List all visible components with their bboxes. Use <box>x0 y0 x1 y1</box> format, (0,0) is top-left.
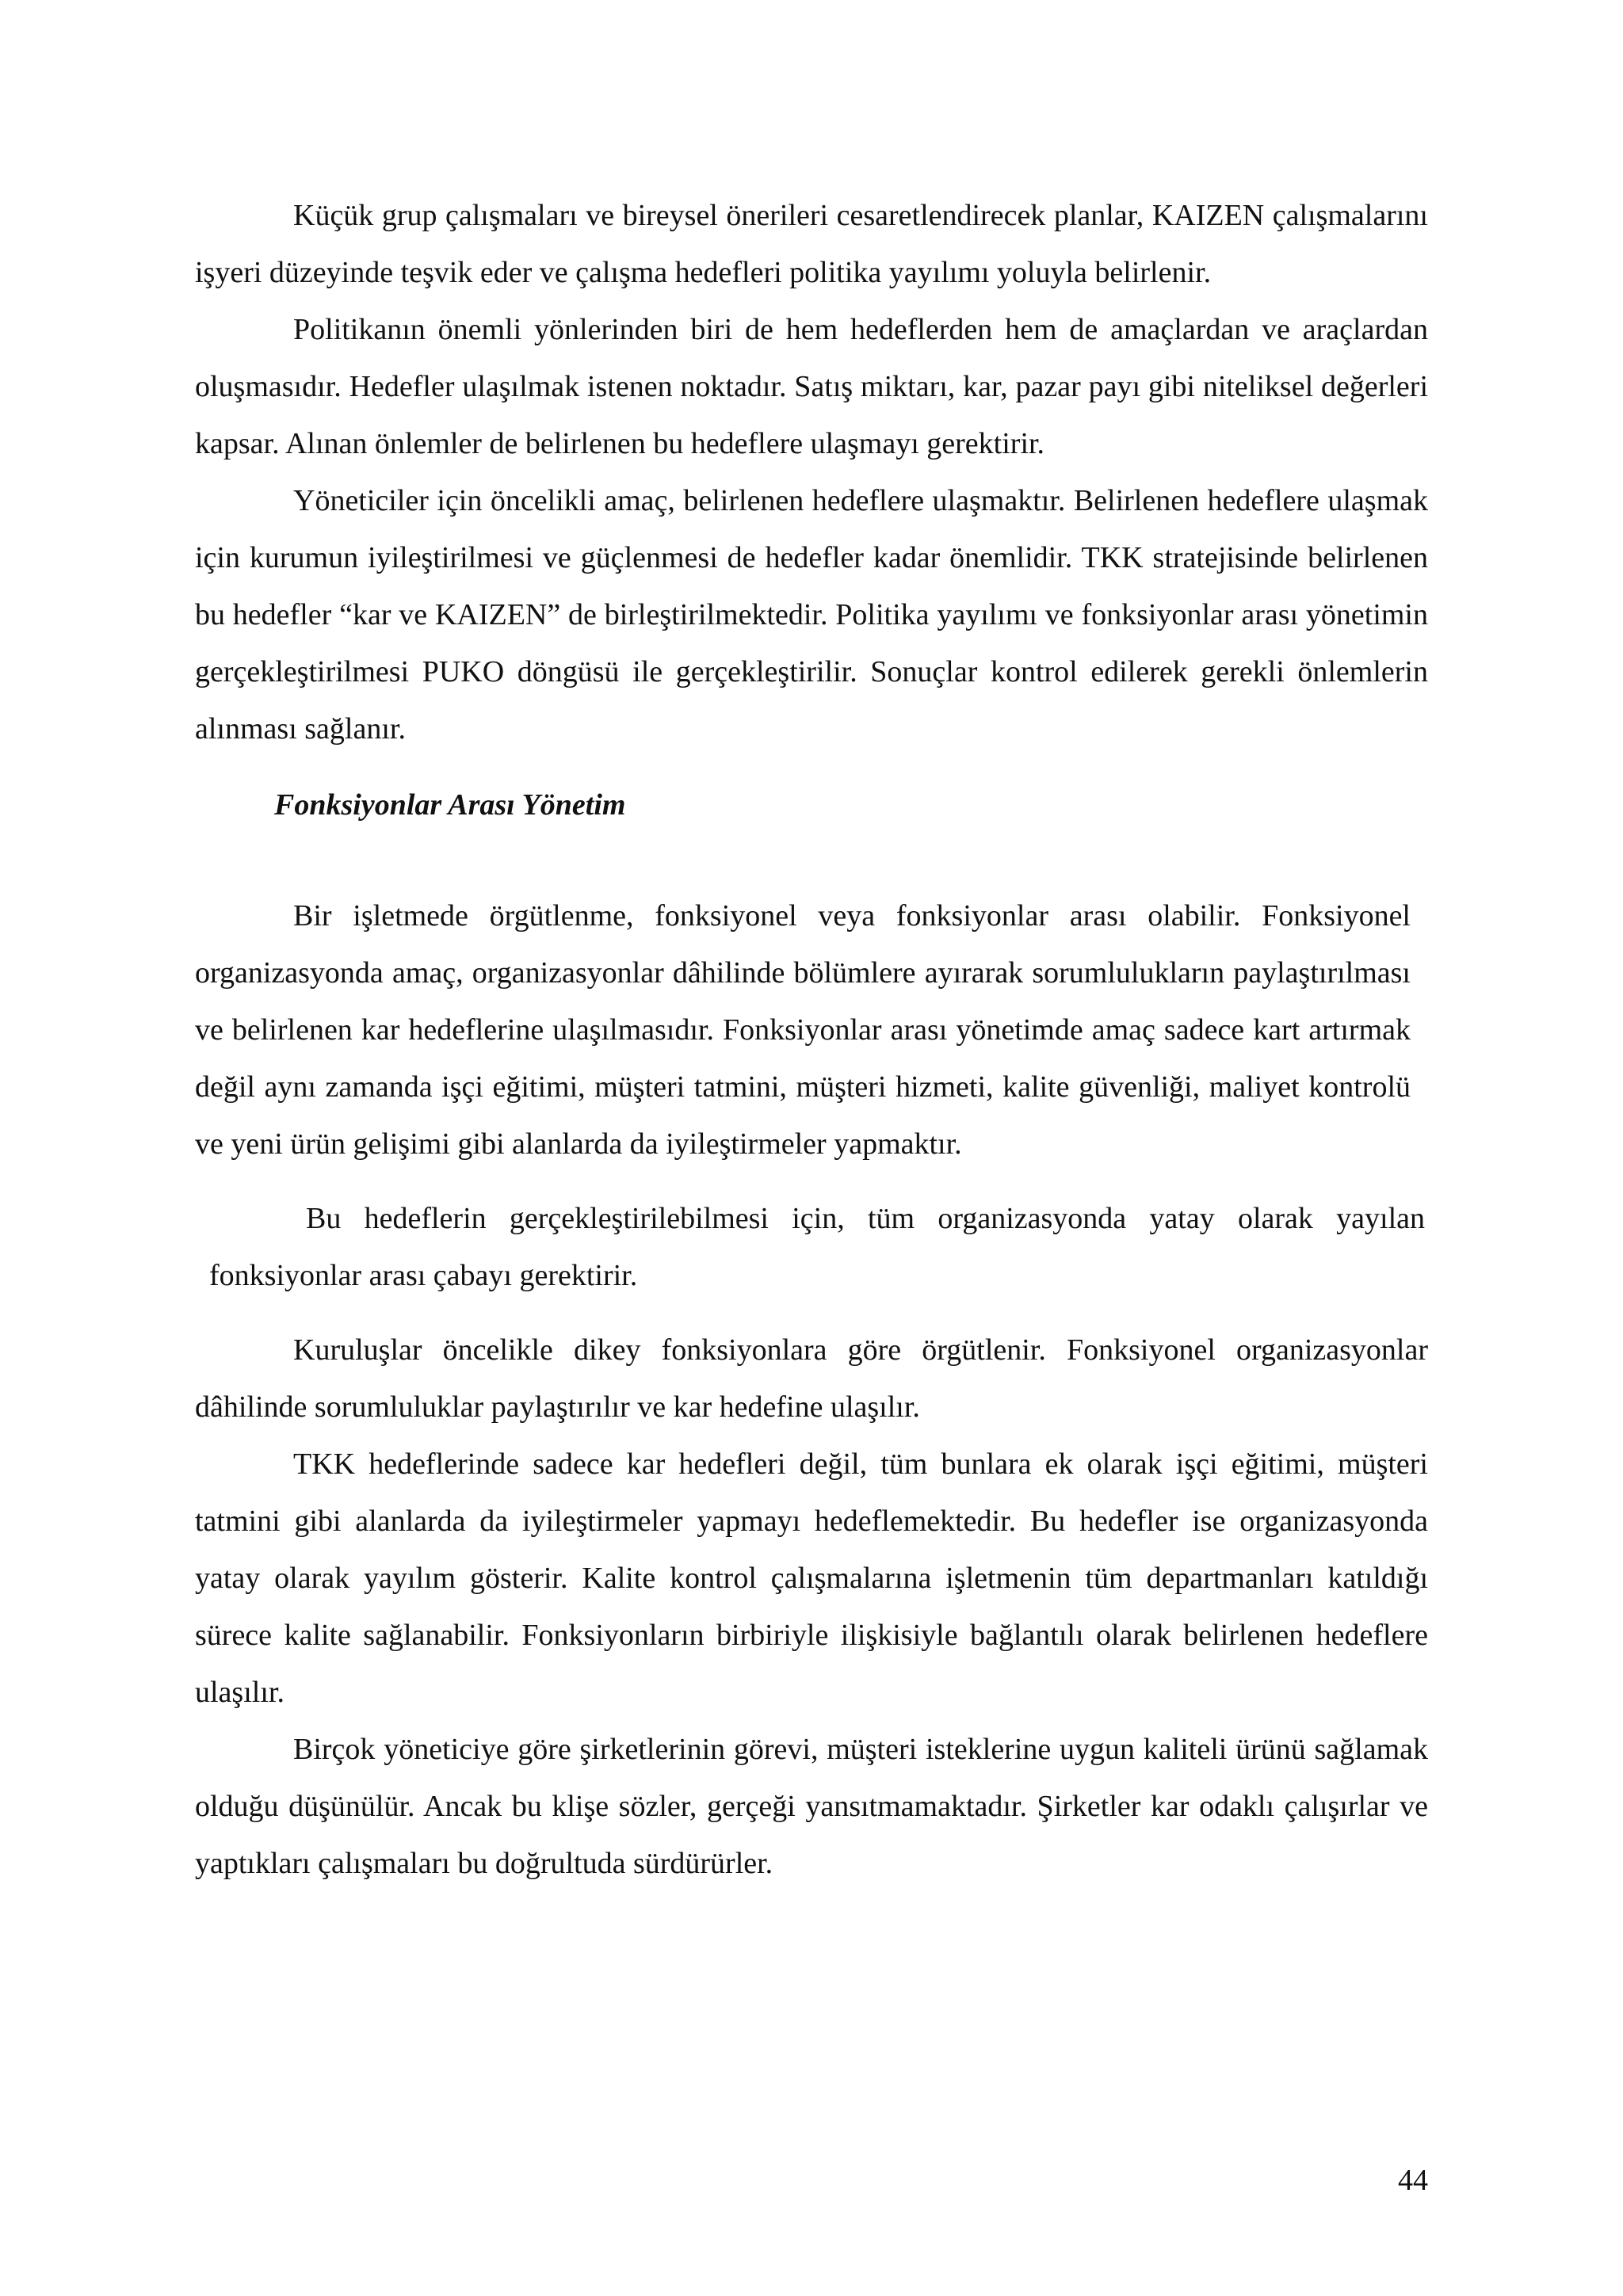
body-text <box>195 187 1428 1892</box>
paragraph-organization-types: Bir işletmede örgütlenme, fonksiyonel veya fonksiyonlar arası olabilir. Fonksiyonel organizasyonda amaç, organizasyonlar dâhilinde bölümlere ayırarak sorumlulukların paylaştırılması ve belirlenen kar hedeflerine ulaşılmasıdır. Fonksiyonlar arası yönetimde amaç sadece kart artırmak değil aynı zamanda işçi eğitimi, müşteri tatmini, müşteri hizmeti, kalite güvenliği, maliyet kontrolü ve yeni ürün gelişimi gibi alanlarda da iyileştirmeler yapmaktır. <box>195 899 1411 1161</box>
paragraph-vertical-functions: Kuruluşlar öncelikle dikey fonksiyonlara göre örgütlenir. Fonksiyonel organizasyonlar dâhilinde sorumluluklar paylaştırılır ve kar hedefine ulaşılır. <box>195 1333 1428 1424</box>
paragraph-company-mission: Birçok yöneticiye göre şirketlerinin görevi, müşteri isteklerine uygun kaliteli ürünü sağlamak olduğu düşünülür. Ancak bu klişe sözler, gerçeği yansıtmamaktadır. Şirketler kar odaklı çalışırlar ve yaptıkları çalışmaları bu doğrultuda sürdürürler. <box>195 1733 1428 1880</box>
paragraph-manager-goals: Yöneticiler için öncelikli amaç, belirlenen hedeflere ulaşmaktır. Belirlenen hedeflere ulaşmak için kurumun iyileştirilmesi ve güçlenmesi de hedefler kadar önemlidir. TKK stratejisinde belirlenen bu hedefler “kar ve KAIZEN” de birleştirilmektedir. Politika yayılımı ve fonksiyonlar arası yönetimin gerçekleştirilmesi PUKO döngüsü ile gerçekleştirilir. Sonuçlar kontrol edilerek gerekli önlemlerin alınması sağlanır. <box>195 484 1428 746</box>
paragraph-horizontal-effort: Bu hedeflerin gerçekleştirilebilmesi için, tüm organizasyonda yatay olarak yayılan fonksiyonlar arası çabayı gerektirir. <box>209 1202 1425 1292</box>
paragraph-policy-aspects: Politikanın önemli yönlerinden biri de hem hedeflerden hem de amaçlardan ve araçlardan oluşmasıdır. Hedefler ulaşılmak istenen noktadır. Satış miktarı, kar, pazar payı gibi niteliksel değerleri kapsar. Alınan önlemler de belirlenen bu hedeflere ulaşmayı gerektirir. <box>195 313 1428 460</box>
paragraph-tkk-goals: TKK hedeflerinde sadece kar hedefleri değil, tüm bunlara ek olarak işçi eğitimi, müşteri tatmini gibi alanlarda da iyileştirmeler yapmayı hedeflemektedir. Bu hedefler ise organizasyonda yatay olarak yayılım gösterir. Kalite kontrol çalışmalarına işletmenin tüm departmanları katıldığı sürece kalite sağlanabilir. Fonksiyonların birbiriyle ilişkisiyle bağlantılı olarak belirlenen hedeflere ulaşılır. <box>195 1447 1428 1709</box>
paragraph-kaizen-plans: Küçük grup çalışmaları ve bireysel önerileri cesaretlendirecek planlar, KAIZEN çalışmalarını işyeri düzeyinde teşvik eder ve çalışma hedefleri politika yayılımı yoluyla belirlenir. <box>195 199 1428 289</box>
section-heading: Fonksiyonlar Arası Yönetim <box>274 788 626 822</box>
page-number: 44 <box>1398 2164 1428 2197</box>
